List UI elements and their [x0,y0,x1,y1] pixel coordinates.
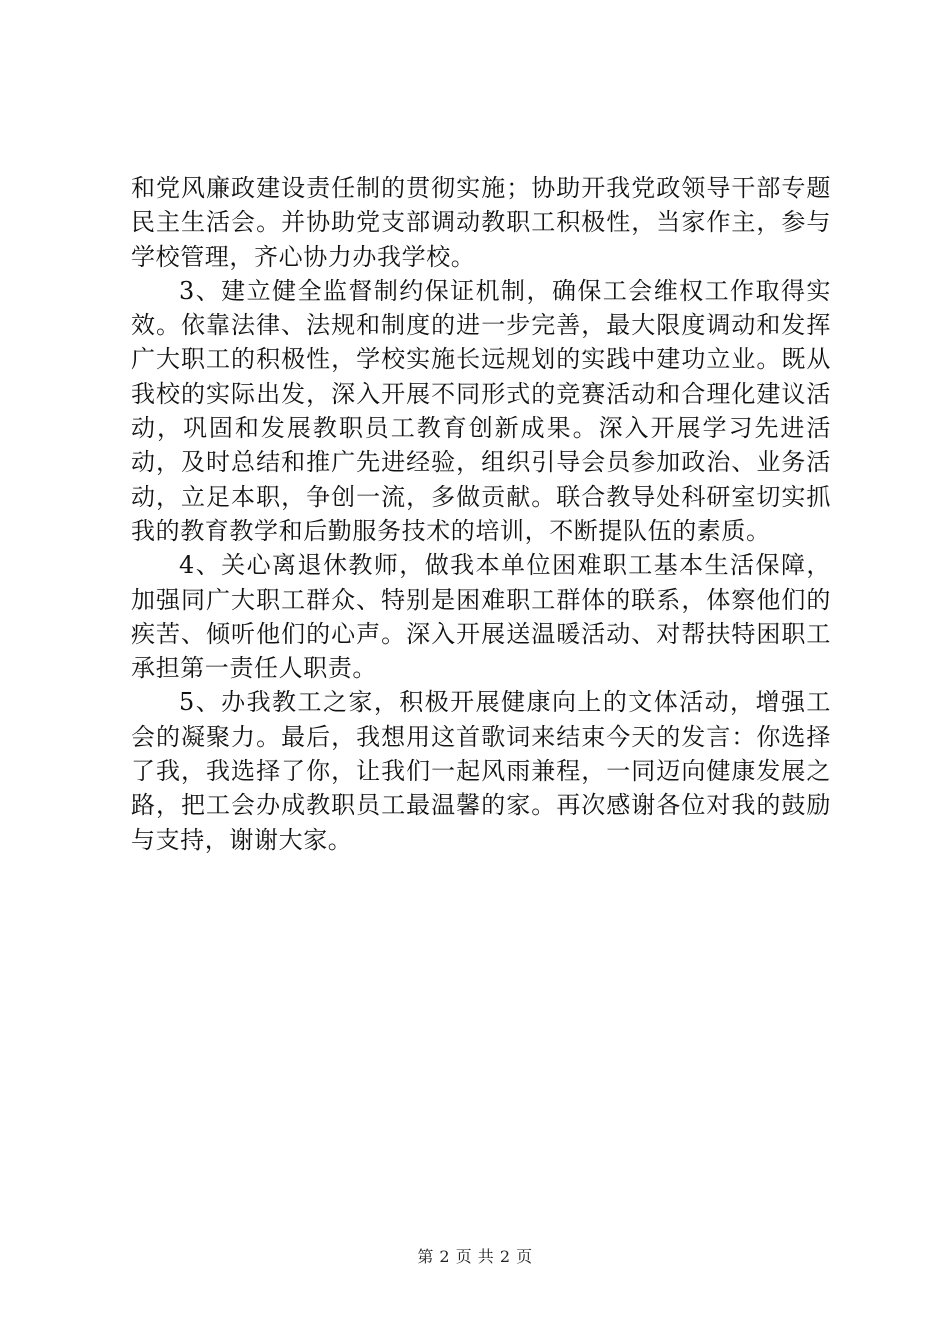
paragraph-item-3: 3、建立健全监督制约保证机制，确保工会维权工作取得实效。依靠法律、法规和制度的进一步完善，最大限度调动和发挥广大职工的积极性，学校实施长远规划的实践中建功立业。既从我校的实际出发，深入开展不同形式的竞赛活动和合理化建议活动，巩固和发展教职员工教育创新成果。深入开展学习先进活动，及时总结和推广先进经验，组织引导会员参加政治、业务活动，立足本职，争创一流，多做贡献。联合教导处科研室切实抓我的教育教学和后勤服务技术的培训，不断提队伍的素质。 [131,276,831,545]
page-number-footer: 第 2 页 共 2 页 [417,1247,533,1266]
paragraph-item-5: 5、办我教工之家，积极开展健康向上的文体活动，增强工会的凝聚力。最后，我想用这首歌词来结束今天的发言：你选择了我，我选择了你，让我们一起风雨兼程，一同迈向健康发展之路，把工会办成教职员工最温馨的家。再次感谢各位对我的鼓励与支持，谢谢大家。 [131,688,831,854]
document-body [131,171,831,857]
paragraph-item-4: 4、关心离退休教师，做我本单位困难职工基本生活保障，加强同广大职工群众、特别是困难职工群体的联系，体察他们的疾苦、倾听他们的心声。深入开展送温暖活动、对帮扶特困职工承担第一责任人职责。 [131,551,831,683]
paragraph-continuation: 和党风廉政建设责任制的贯彻实施；协助开我党政领导干部专题民主生活会。并协助党支部调动教职工积极性，当家作主，参与学校管理，齐心协力办我学校。 [131,174,831,271]
